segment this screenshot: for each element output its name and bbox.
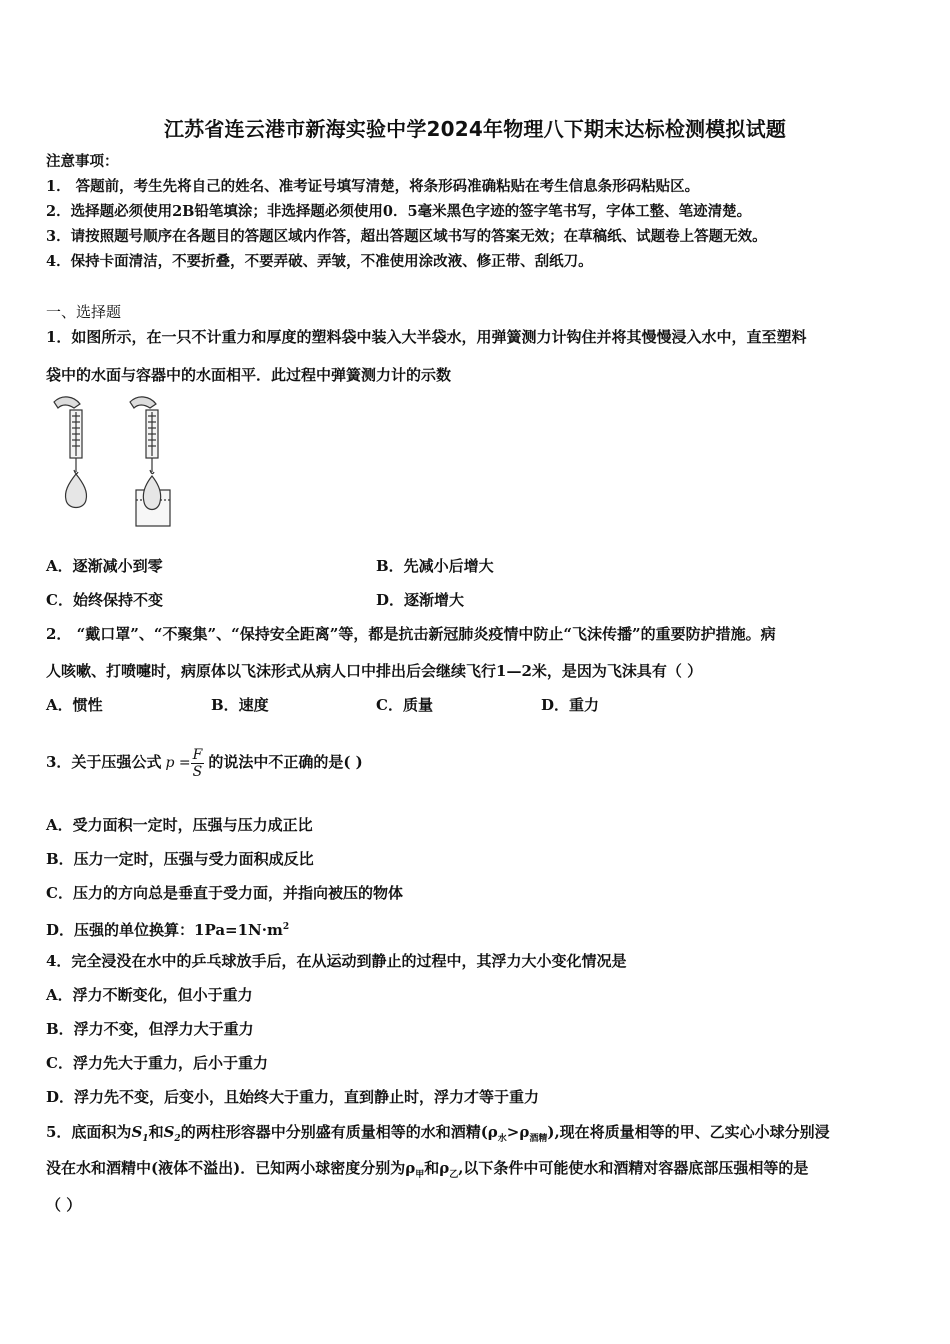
q1-option-c[interactable]: C．始终保持不变 bbox=[46, 591, 163, 609]
q5-text-a: 5．底面积为 bbox=[46, 1123, 132, 1141]
formula-p: p bbox=[165, 755, 175, 771]
q4-stem: 4．完全浸没在水中的乒乓球放手后，在从运动到静止的过程中，其浮力大小变化情况是 bbox=[46, 952, 627, 970]
q4-option-a[interactable]: A．浮力不断变化，但小于重力 bbox=[46, 986, 253, 1004]
scale-in-air-illustration bbox=[54, 397, 87, 508]
rho-jia-subscript: 甲 bbox=[415, 1170, 425, 1180]
q1-stem-line2: 袋中的水面与容器中的水面相平．此过程中弹簧测力计的示数 bbox=[46, 366, 452, 384]
q5-text-d: 没在水和酒精中(液体不溢出)．已知两小球密度分别为ρ bbox=[46, 1159, 416, 1177]
s1-letter: S bbox=[131, 1123, 143, 1141]
q3-stem-prefix: 3．关于压强公式 bbox=[46, 753, 162, 771]
pressure-formula bbox=[165, 737, 204, 789]
q3-option-b[interactable]: B．压力一定时，压强与受力面积成反比 bbox=[46, 850, 314, 868]
q5-greater-than: >ρ bbox=[506, 1123, 530, 1141]
q5-and: 和 bbox=[148, 1123, 164, 1141]
notice-item-4: 4．保持卡面清洁，不要折叠，不要弄破、弄皱，不准使用涂改液、修正带、刮纸刀。 bbox=[46, 253, 593, 270]
q5-text-f: ,以下条件中可能使水和酒精对容器底部压强相等的是 bbox=[458, 1159, 809, 1177]
q3-stem bbox=[46, 736, 363, 788]
q2-stem-line2: 人咳嗽、打喷嚏时，病原体以飞沫形式从病人口中排出后会继续飞行1—2米，是因为飞沫具有（ ） bbox=[46, 662, 703, 680]
q2-option-c[interactable]: C．质量 bbox=[376, 696, 433, 714]
s2-letter: S bbox=[163, 1123, 175, 1141]
q4-option-c[interactable]: C．浮力先大于重力，后小于重力 bbox=[46, 1054, 268, 1072]
formula-numerator: F bbox=[192, 746, 203, 763]
formula-equals: = bbox=[178, 755, 191, 771]
spring-scale-figure bbox=[44, 392, 184, 532]
notice-heading: 注意事项： bbox=[46, 153, 119, 170]
q3-stem-suffix: 的说法中不正确的是( ) bbox=[208, 753, 363, 771]
s2-subscript: 2 bbox=[174, 1134, 181, 1144]
q2-stem-line1: 2． “戴口罩”、“不聚集”、“保持安全距离”等，都是抗击新冠肺炎疫情中防止“飞沫传播”的重要防护措施。病 bbox=[46, 625, 776, 643]
symbol-s1 bbox=[131, 1123, 149, 1144]
q5-text-e: 和ρ bbox=[424, 1159, 450, 1177]
q1-stem-line1: 1．如图所示，在一只不计重力和厚度的塑料袋中装入大半袋水，用弹簧测力计钩住并将其慢慢浸入水中，直至塑料 bbox=[46, 328, 807, 346]
notice-item-2: 2．选择题必须使用2B铅笔填涂；非选择题必须使用0．5毫米黑色字迹的签字笔书写，字体工整、笔迹清楚。 bbox=[46, 203, 752, 220]
q3-option-c[interactable]: C．压力的方向总是垂直于受力面，并指向被压的物体 bbox=[46, 884, 403, 902]
q5-stem-line1 bbox=[46, 1122, 830, 1149]
q2-option-b[interactable]: B．速度 bbox=[211, 696, 269, 714]
q4-option-b[interactable]: B．浮力不变，但浮力大于重力 bbox=[46, 1020, 254, 1038]
q5-text-b: 的两柱形容器中分别盛有质量相等的水和酒精(ρ bbox=[180, 1123, 498, 1141]
q2-option-d[interactable]: D．重力 bbox=[541, 696, 600, 714]
page-title: 江苏省连云港市新海实验中学2024年物理八下期末达标检测模拟试题 bbox=[163, 117, 787, 141]
notice-item-3: 3．请按照题号顺序在各题目的答题区域内作答，超出答题区域书写的答案无效；在草稿纸、试题卷上答题无效。 bbox=[46, 228, 767, 245]
rho-water-subscript: 水 bbox=[497, 1134, 507, 1144]
q5-answer-bracket: （ ） bbox=[46, 1196, 82, 1214]
notice-item-1: 1． 答题前，考生先将自己的姓名、准考证号填写清楚，将条形码准确粘贴在考生信息条形码粘贴区。 bbox=[46, 178, 700, 195]
q1-option-b[interactable]: B．先减小后增大 bbox=[376, 557, 494, 575]
q3-option-d-text: D．压强的单位换算：1Pa=1N·m bbox=[46, 921, 283, 939]
q5-stem-line2 bbox=[46, 1158, 808, 1185]
q4-option-d[interactable]: D．浮力先不变，后变小，且始终大于重力，直到静止时，浮力才等于重力 bbox=[46, 1088, 540, 1106]
section-heading: 一、选择题 bbox=[46, 303, 122, 321]
rho-alcohol-subscript: 酒精 bbox=[529, 1134, 548, 1144]
q3-option-d[interactable] bbox=[46, 917, 289, 940]
q5-text-c: ),现在将质量相等的甲、乙实心小球分别浸 bbox=[547, 1123, 830, 1141]
symbol-s2 bbox=[163, 1123, 181, 1144]
formula-fraction bbox=[191, 747, 205, 780]
q2-option-a[interactable]: A．惯性 bbox=[46, 696, 103, 714]
rho-yi-subscript: 乙 bbox=[449, 1170, 459, 1180]
scale-in-water-illustration bbox=[130, 397, 170, 526]
s1-subscript: 1 bbox=[142, 1134, 149, 1144]
q1-option-a[interactable]: A．逐渐减小到零 bbox=[46, 557, 163, 575]
formula-denominator: S bbox=[192, 763, 203, 780]
q3-option-a[interactable]: A．受力面积一定时，压强与压力成正比 bbox=[46, 816, 313, 834]
q3-option-d-superscript: 2 bbox=[282, 922, 290, 932]
q1-option-d[interactable]: D．逐渐增大 bbox=[376, 591, 465, 609]
